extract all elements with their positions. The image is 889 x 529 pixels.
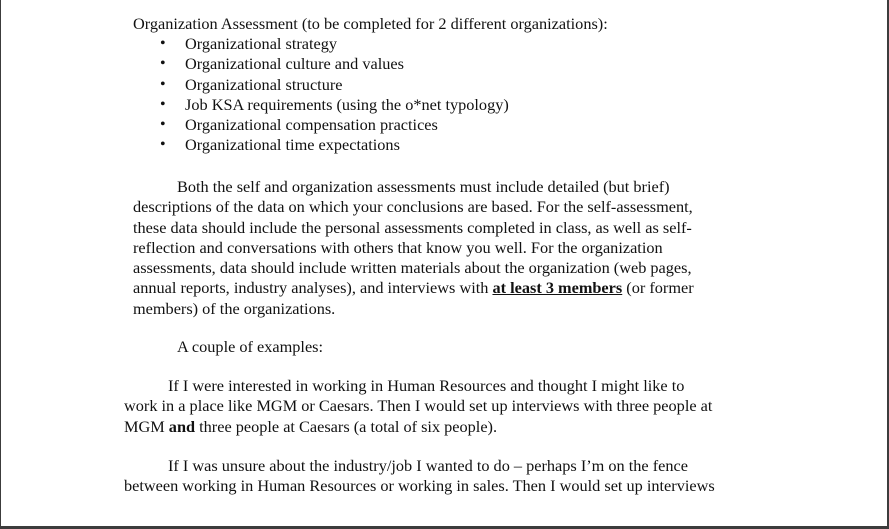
paragraph-line: A couple of examples: bbox=[177, 337, 324, 356]
assessment-data-paragraph bbox=[133, 177, 694, 319]
bullet-item: • Organizational strategy bbox=[133, 34, 509, 54]
paragraph-line: these data should include the personal assessments completed in class, as well as self- bbox=[133, 217, 692, 237]
paragraph-line: between working in Human Resources or working in sales. Then I would set up interviews bbox=[124, 476, 715, 496]
bullet-item: • Organizational culture and values bbox=[133, 54, 509, 74]
paragraph-line bbox=[133, 278, 694, 298]
assessment-heading: Organization Assessment (to be completed for 2 different organizations): bbox=[133, 14, 608, 33]
paragraph-line: If I were interested in working in Human Resources and thought I might like to bbox=[168, 376, 685, 395]
text-run: MGM bbox=[124, 416, 169, 436]
paragraph-line: assessments, data should include written materials about the organization (web pages, bbox=[133, 258, 692, 278]
assessment-bullet-list bbox=[133, 34, 509, 156]
paragraph-line: reflection and conversations with others that know you well. For the organization bbox=[133, 237, 663, 257]
paragraph-line: descriptions of the data on which your conclusions are based. For the self-assessment, bbox=[133, 197, 693, 217]
bullet-item: • Organizational compensation practices bbox=[133, 115, 509, 135]
text-run: three people at Caesars (a total of six people). bbox=[195, 416, 498, 436]
paragraph-line: work in a place like MGM or Caesars. Then I would set up interviews with three people at bbox=[124, 396, 713, 416]
bullet-item: • Job KSA requirements (using the o*net typology) bbox=[133, 95, 509, 115]
paragraph-line: Both the self and organization assessments must include detailed (but brief) bbox=[177, 177, 670, 196]
paragraph-line bbox=[124, 417, 712, 437]
paragraph-line: members) of the organizations. bbox=[133, 298, 336, 318]
example-one-paragraph bbox=[124, 376, 712, 437]
example-two-paragraph bbox=[124, 456, 715, 497]
bullet-item: • Organizational time expectations bbox=[133, 135, 509, 155]
paragraph-line: If I was unsure about the industry/job I wanted to do – perhaps I’m on the fence bbox=[168, 456, 688, 475]
emphasis-and: and bbox=[168, 416, 196, 436]
bullet-item: • Organizational structure bbox=[133, 75, 509, 95]
text-run: annual reports, industry analyses), and interviews with bbox=[133, 278, 493, 298]
examples-intro-paragraph bbox=[133, 337, 323, 357]
text-run: (or former bbox=[622, 278, 694, 298]
emphasis-members: at least 3 members bbox=[492, 278, 623, 298]
